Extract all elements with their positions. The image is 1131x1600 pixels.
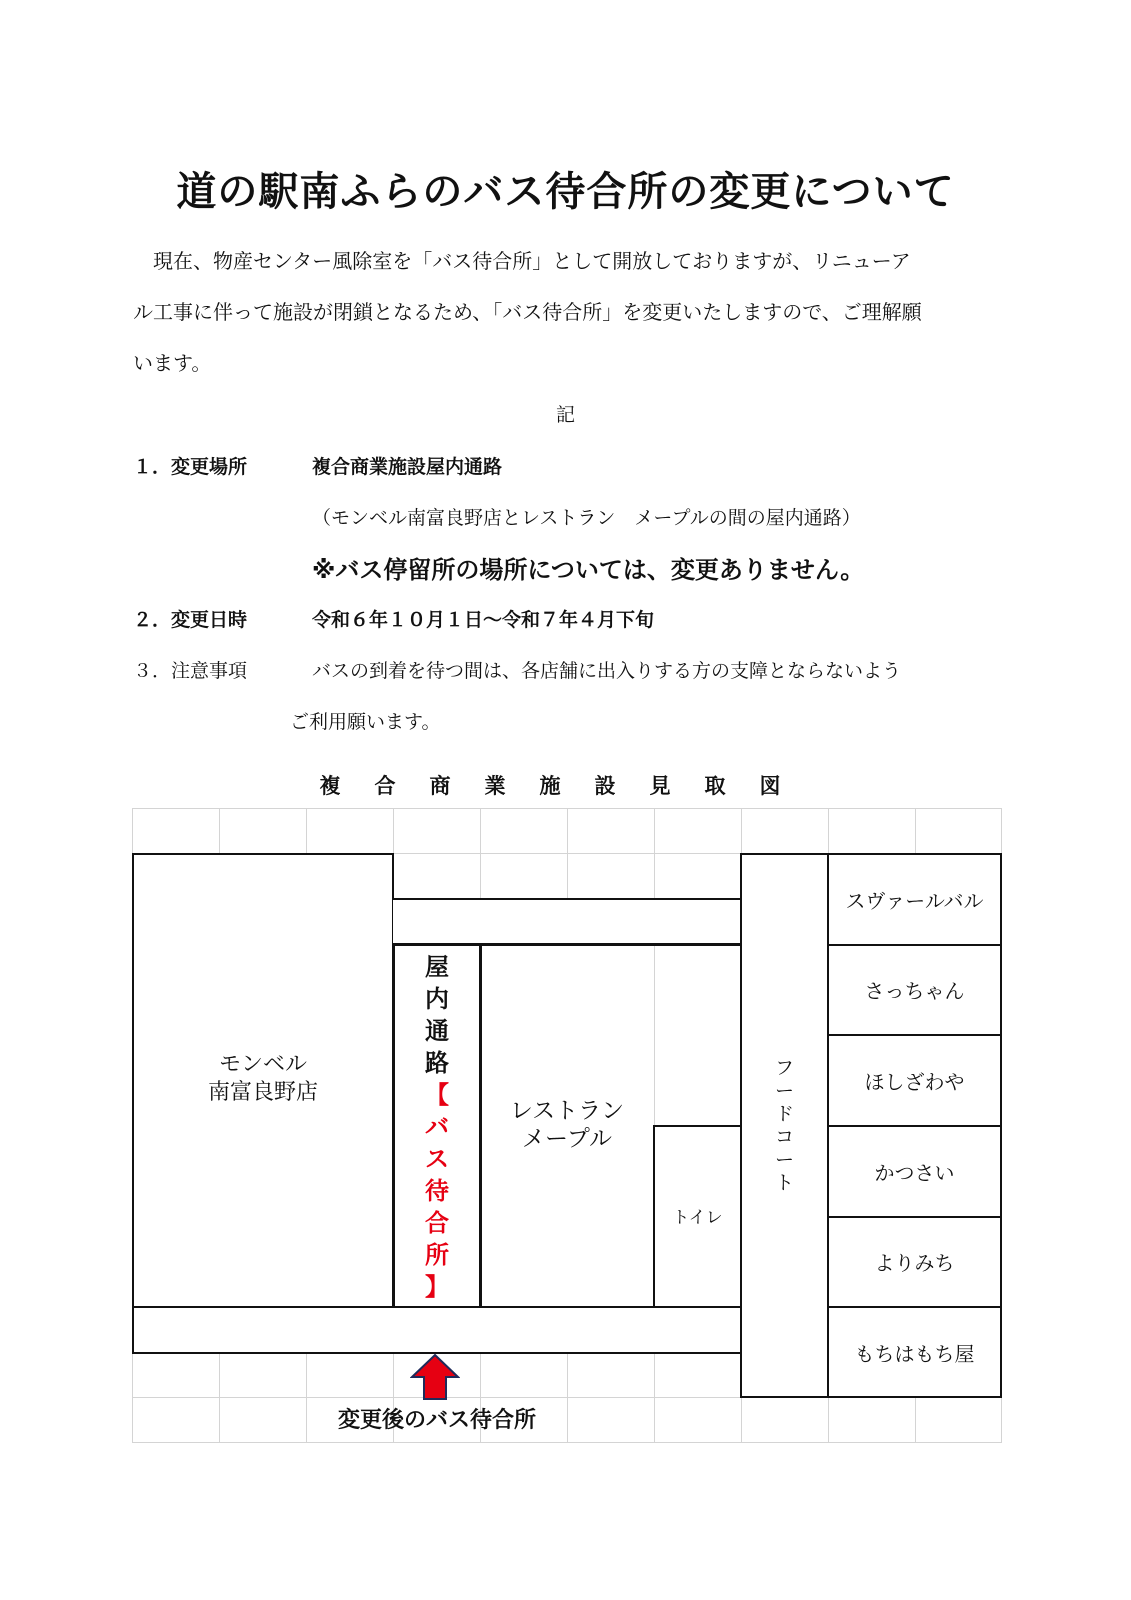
montbell-label bbox=[132, 1051, 394, 1107]
waiting-char: 合 bbox=[425, 1209, 449, 1237]
shop-label: スヴァールバル bbox=[845, 889, 984, 913]
intro-line: ル工事に伴って施設が閉鎖となるため、「バス待合所」を変更いたしますので、ご理解願 bbox=[133, 300, 922, 324]
corridor-char: 内 bbox=[425, 985, 449, 1013]
shop-label: よりみち bbox=[874, 1251, 955, 1275]
toilet-label: トイレ bbox=[672, 1208, 723, 1228]
lower-corridor bbox=[132, 1306, 742, 1354]
shop-label: さっちゃん bbox=[864, 979, 965, 1003]
item-3 bbox=[133, 656, 247, 683]
item-number: １． bbox=[133, 456, 172, 478]
foodcourt-char: フ bbox=[774, 1057, 794, 1079]
waiting-char: 所 bbox=[425, 1241, 449, 1269]
foodcourt-char: ト bbox=[774, 1172, 794, 1194]
item-label: 変更日時 bbox=[171, 609, 248, 631]
item-number: ３． bbox=[133, 660, 172, 682]
item-1-note: ※バス停留所の場所については、変更ありません。 bbox=[312, 556, 865, 584]
intro-line: 現在、物産センター風除室を「バス待合所」として開放しておりますが、リニューア bbox=[133, 249, 911, 273]
corridor-label bbox=[393, 951, 481, 1303]
item-label: 注意事項 bbox=[171, 660, 248, 682]
intro-line: います。 bbox=[133, 351, 212, 375]
corridor-char: 路 bbox=[425, 1049, 449, 1077]
page-title: 道の駅南ふらのバス待合所の変更について bbox=[176, 169, 955, 215]
item-1-value: 複合商業施設屋内通路 bbox=[312, 456, 503, 478]
item-3-value: バスの到着を待つ間は、各店舗に出入りする方の支障とならないよう bbox=[312, 660, 902, 682]
waiting-char: バ bbox=[425, 1113, 449, 1141]
food-court-label bbox=[740, 1057, 829, 1195]
item-3-value-cont: ご利用願います。 bbox=[290, 711, 441, 733]
map-title: 複合商業施設見取図 bbox=[132, 763, 1002, 808]
foodcourt-char: ー bbox=[774, 1080, 794, 1102]
restaurant-label bbox=[480, 1097, 654, 1153]
montbell-branch: 南富良野店 bbox=[207, 1080, 318, 1105]
facility-map bbox=[132, 763, 1002, 1443]
item-1 bbox=[133, 452, 247, 479]
item-number: ２． bbox=[133, 609, 172, 631]
intro-paragraph bbox=[133, 236, 1013, 389]
waiting-char: 待 bbox=[425, 1177, 449, 1205]
corridor-char: 屋 bbox=[425, 953, 449, 981]
shop-label: もちはもち屋 bbox=[854, 1342, 975, 1366]
new-waiting-area-label: 変更後のバス待合所 bbox=[337, 1408, 536, 1433]
restaurant-name-2: メープル bbox=[522, 1126, 612, 1152]
ki-heading: 記 bbox=[555, 404, 575, 426]
waiting-char: 】 bbox=[425, 1273, 449, 1301]
foodcourt-char: ー bbox=[774, 1149, 794, 1171]
wall bbox=[740, 898, 742, 946]
foodcourt-char: コ bbox=[774, 1126, 794, 1148]
corridor-char: 通 bbox=[425, 1017, 449, 1045]
item-label: 変更場所 bbox=[171, 456, 248, 478]
waiting-char: ス bbox=[425, 1145, 449, 1173]
waiting-char: 【 bbox=[425, 1081, 449, 1109]
shop-label: かつさい bbox=[874, 1161, 955, 1185]
item-1-sub: （モンベル南富良野店とレストラン メープルの間の屋内通路） bbox=[312, 507, 861, 529]
restaurant-name: レストラン bbox=[509, 1098, 625, 1124]
foodcourt-char: ド bbox=[774, 1103, 794, 1125]
montbell-name: モンベル bbox=[218, 1052, 307, 1077]
up-arrow-icon bbox=[410, 1353, 460, 1401]
item-2 bbox=[133, 605, 247, 632]
shop-label: ほしざわや bbox=[864, 1070, 965, 1094]
item-2-value: 令和６年１０月１日～令和７年４月下旬 bbox=[312, 609, 655, 631]
upper-corridor bbox=[393, 898, 742, 945]
